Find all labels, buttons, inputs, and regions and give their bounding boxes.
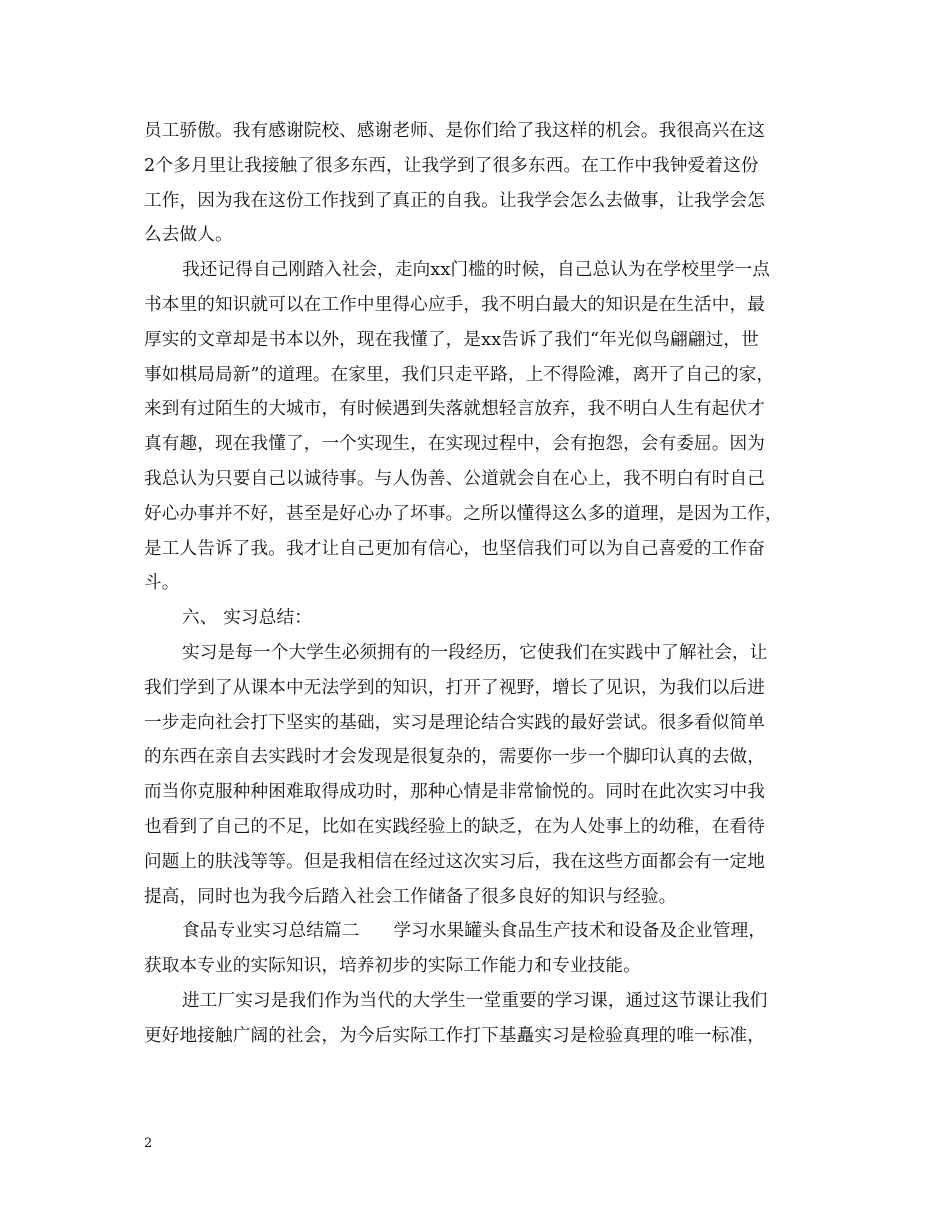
text-line: 的东西在亲自去实践时才会发现是很复杂的，需要你一步一个脚印认真的去做， [144, 747, 766, 768]
text-line: 而当你克服种种困难取得成功时，那种心情是非常愉悦的。同时在此次实习中我 [144, 782, 766, 803]
text-line: 真有趣，现在我懂了，一个实现生，在实现过程中，会有抱怨，会有委屈。因为 [144, 434, 766, 455]
body-text [144, 114, 804, 1054]
text-line: 是工人告诉了我。我才让自己更加有信心，也坚信我们可以为自己喜爱的工作奋 [144, 538, 766, 559]
text-line: 也看到了自己的不足，比如在实践经验上的缺乏，在为人处事上的幼稚，在看待 [144, 816, 766, 837]
page-number: 2 [144, 1136, 153, 1151]
text-line: 更好地接触广阔的社会，为今后实际工作打下基矗实习是检验真理的唯一标准， [144, 1025, 766, 1046]
text-line: 员工骄傲。我有感谢院校、感谢老师、是你们给了我这样的机会。我很高兴在这 [144, 121, 766, 141]
article-heading-line [144, 914, 804, 949]
text-line: 厚实的文章却是书本以外，现在我懂了，是xx告诉了我们“年光似鸟翩翩过，世 [144, 329, 759, 350]
text-line: 来到有过陌生的大城市，有时候遇到失落就想轻言放弃，我不明白人生有起伏才 [144, 399, 766, 420]
text-line: 工作，因为我在这份工作找到了真正的自我。让我学会怎么去做事，让我学会怎 [144, 190, 766, 211]
text-line: 问题上的肤浅等等。但是我相信在经过这次实习后，我在这些方面都会有一定地 [144, 851, 766, 872]
text-line: 我总认为只要自己以诚待事。与人伪善、公道就会自在心上，我不明白有时自己 [144, 468, 766, 489]
text-line: 么去做人。 [144, 225, 233, 246]
text-line: 我们学到了从课本中无法学到的知识，打开了视野，增长了见识，为我们以后进 [144, 677, 766, 698]
text-line: 提高，同时也为我今后踏入社会工作储备了很多良好的知识与经验。 [144, 886, 677, 907]
text-line: 学习水果罐头食品生产技术和设备及企业管理， [393, 921, 767, 942]
text-line: 书本里的知识就可以在工作中里得心应手，我不明白最大的知识是在生活中，最 [144, 294, 766, 315]
text-line: 进工厂实习是我们作为当代的大学生一堂重要的学习课，通过这节课让我们 [182, 990, 768, 1011]
text-line: 事如棋局局新”的道理。在家里，我们只走平路，上不得险滩，离开了自己的家， [144, 364, 775, 385]
text-line: 我还记得自己刚踏入社会，走向xx门槛的时候，自己总认为在学校里学一点 [182, 260, 770, 281]
text-line: 2个多月里让我接触了很多东西，让我学到了很多东西。在工作中我钟爱着这份 [144, 155, 759, 176]
section-heading: 六、 实习总结： [182, 608, 312, 629]
article-title: 食品专业实习总结篇二 [182, 921, 360, 942]
text-line: 实习是每一个大学生必须拥有的一段经历，它使我们在实践中了解社会，让 [182, 642, 768, 663]
text-line: 好心办事并不好，甚至是好心办了坏事。之所以懂得这么多的道理，是因为工作， [144, 503, 783, 524]
text-line: 获取本专业的实际知识，培养初步的实际工作能力和专业技能。 [144, 956, 641, 977]
text-line: 一步走向社会打下坚实的基础，实习是理论结合实践的最好尝试。很多看似简单 [144, 712, 766, 733]
text-line: 斗。 [144, 573, 180, 594]
